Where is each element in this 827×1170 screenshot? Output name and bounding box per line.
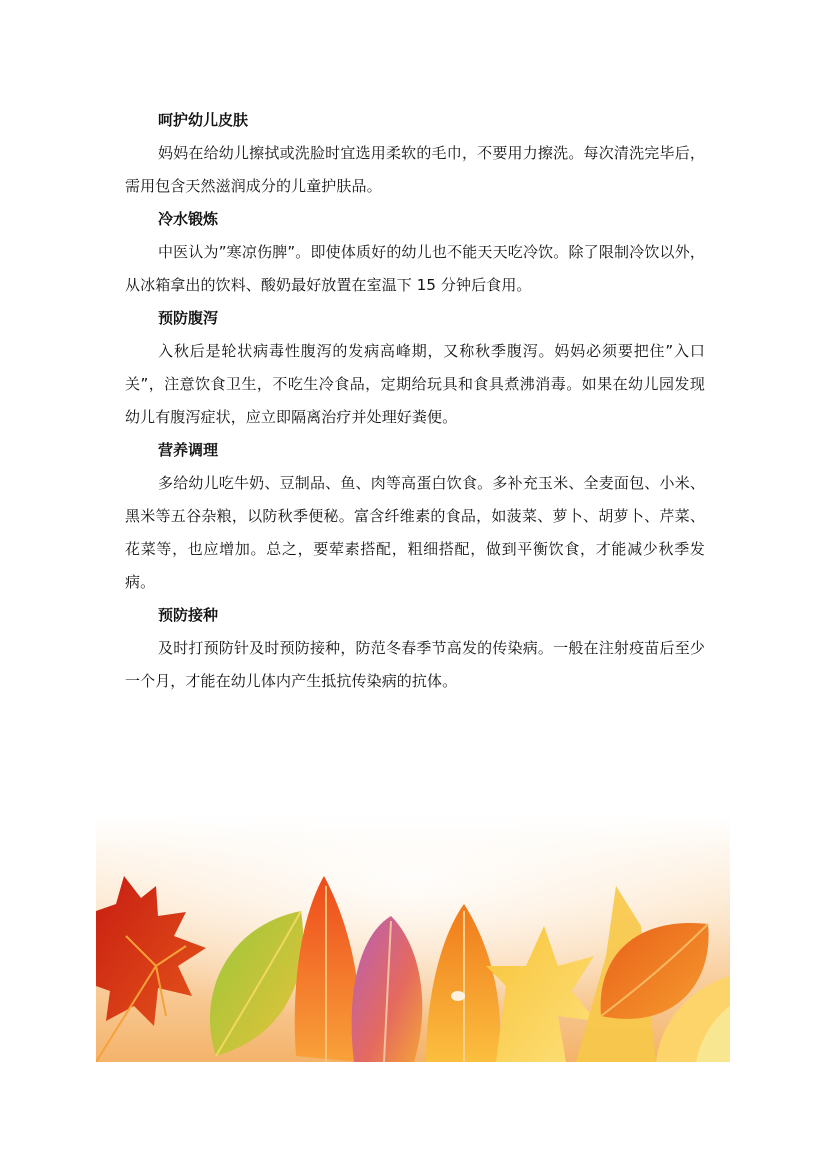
document-body <box>125 104 705 698</box>
section-heading-skin-care: 呵护幼儿皮肤 <box>158 111 249 129</box>
section-heading-nutrition: 营养调理 <box>158 441 219 459</box>
section-body-vaccination: 及时打预防针及时预防接种，防范冬春季节高发的传染病。一般在注射疫苗后至少一个月，才能在幼儿体内产生抵抗传染病的抗体。 <box>125 639 705 690</box>
autumn-leaves-banner-icon <box>96 816 730 1062</box>
autumn-leaves-image <box>96 816 730 1062</box>
section-body-cold-water: 中医认为”寒凉伤脾”。即使体质好的幼儿也不能天天吃冷饮。除了限制冷饮以外，从冰箱拿出的饮料、酸奶最好放置在室温下 15 分钟后食用。 <box>125 243 705 294</box>
section-heading-cold-water: 冷水锻炼 <box>158 210 219 228</box>
section-heading-vaccination: 预防接种 <box>158 606 219 624</box>
section-body-diarrhea: 入秋后是轮状病毒性腹泻的发病高峰期，又称秋季腹泻。妈妈必须要把住”入口关”，注意饮食卫生，不吃生冷食品，定期给玩具和食具煮沸消毒。如果在幼儿园发现幼儿有腹泻症状，应立即隔离治疗并处理好粪便。 <box>125 342 705 426</box>
section-body-skin-care: 妈妈在给幼儿擦拭或洗脸时宜选用柔软的毛巾，不要用力擦洗。每次清洗完毕后，需用包含天然滋润成分的儿童护肤品。 <box>125 144 705 195</box>
section-heading-diarrhea: 预防腹泻 <box>158 309 219 327</box>
section-body-nutrition: 多给幼儿吃牛奶、豆制品、鱼、肉等高蛋白饮食。多补充玉米、全麦面包、小米、黑米等五谷杂粮，以防秋季便秘。富含纤维素的食品，如菠菜、萝卜、胡萝卜、芹菜、花菜等，也应增加。总之，要荤素搭配，粗细搭配，做到平衡饮食，才能减少秋季发病。 <box>125 474 705 591</box>
